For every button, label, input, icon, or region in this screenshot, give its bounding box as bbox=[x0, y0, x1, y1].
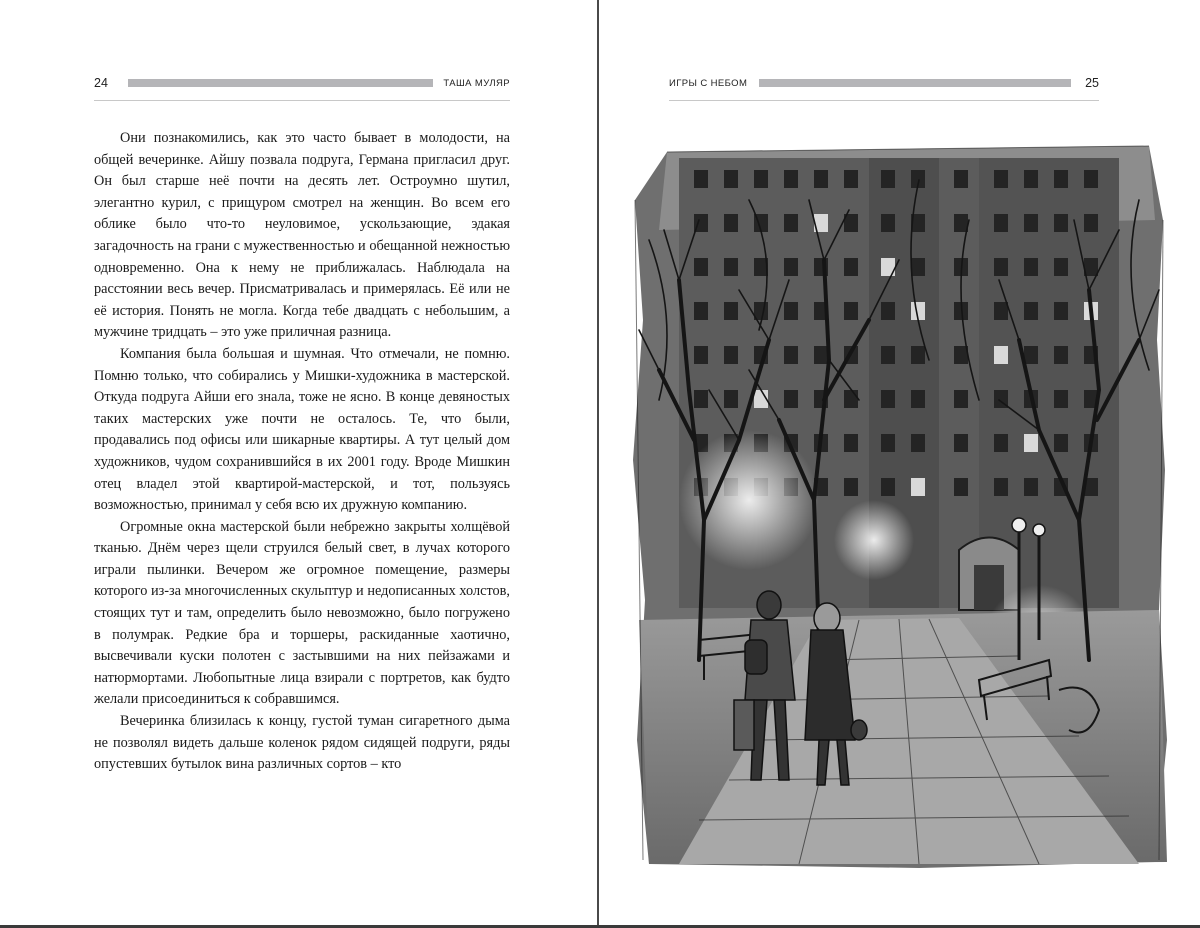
right-header-rule bbox=[669, 100, 1099, 101]
illustration-artwork bbox=[619, 140, 1174, 872]
paragraph: Огромные окна мастерской были небрежно закрыты холщёвой тканью. Днём через щели струился белый свет, в лучах которого играли пылинки. Вечером же огромное помещение, размеры которого из-за многочисленных скульптур и недописанных холстов, стоящих тут и там, определить было невозможно, было погружено в полумрак. Редкие бра и торшеры, раскиданные хаотично, высвечивали куски полотен с застывшими на них пейзажами и натюрмортами. Любопытные лица взирали с портретов, как будто желали присоединиться к собравшимся. bbox=[94, 518, 510, 708]
paragraph: Вечеринка близилась к концу, густой туман сигаретного дыма не позволял видеть дальше коленок рядом сидящей подруги, ряды опустевших бутылок вина различных сортов – кто bbox=[94, 713, 510, 773]
left-header-bar bbox=[128, 79, 434, 87]
paragraph: Компания была большая и шумная. Что отмечали, не помню. Помню только, что собирались у Мишки-художника в мастерской. Откуда подруга Айши его знала, тоже не ясно. В конце девяностых таких мастерских уже почти не осталось. Те, что были, продавались под офисы или шикарные квартиры. А тут целый дом художников, чудом сохранившийся в их 2001 году. Вроде Мишкин отец владел этой квартирой-мастерской, и тот, пользуясь возможностью, принимал у себя всю их дружную компанию. bbox=[94, 345, 510, 514]
left-running-title: ТАША МУЛЯР bbox=[443, 77, 510, 89]
right-running-head bbox=[669, 74, 1099, 92]
left-running-head bbox=[94, 74, 510, 92]
right-header-bar bbox=[759, 79, 1071, 87]
left-page-number: 24 bbox=[94, 76, 108, 90]
night-courtyard-illustration bbox=[619, 140, 1174, 872]
right-page-number: 25 bbox=[1085, 76, 1099, 90]
paragraph: Они познакомились, как это часто бывает в молодости, на общей вечеринке. Айшу позвала подруга, Германа пригласил друг. Он был старше неё почти на десять лет. Остроумно шутил, элегантно курил, с прищуром смотрел на женщин. Во всем его облике было что-то неуловимое, ускользающие, эдакая загадочность на грани с мужественностью и обещанной нежностью одновременно. Она к нему не приближалась. Наблюдала на расстоянии весь вечер. Присматривалась и примерялась. Её или не её история. Понять не могла. Когда тебе двадцать с небольшим, а мужчине тридцать – это уже приличная разница. bbox=[94, 130, 510, 341]
right-page bbox=[599, 0, 1200, 925]
left-body-text bbox=[94, 128, 510, 776]
right-running-title: ИГРЫ С НЕБОМ bbox=[669, 77, 748, 89]
left-page bbox=[0, 0, 597, 925]
left-header-rule bbox=[94, 100, 510, 101]
